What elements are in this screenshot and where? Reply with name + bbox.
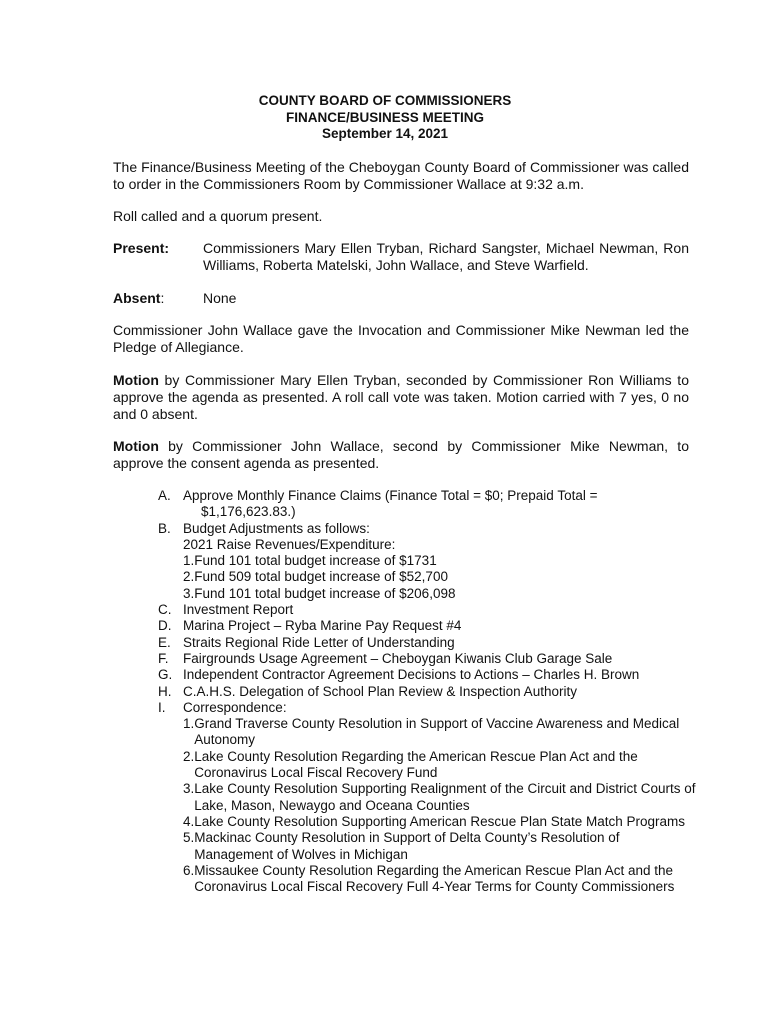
sub-item-text: Lake County Resolution Supporting Realignment of the Circuit and District Courts of Lake, Mason, Newaygo and Oceana Counties xyxy=(194,781,696,813)
sub-item-text: Missaukee County Resolution Regarding the American Rescue Plan Act and the Coronavirus Local Fiscal Recovery Full 4-Year Terms for County Commissioners xyxy=(194,862,675,895)
item-text: Marina Project – Ryba Marine Pay Request #4 xyxy=(183,618,462,634)
sub-item-number: 3. xyxy=(183,781,195,797)
item-letter: I. xyxy=(158,699,166,715)
item-text: C.A.H.S. Delegation of School Plan Review & Inspection Authority xyxy=(183,683,577,699)
item-letter: H. xyxy=(158,683,172,699)
sub-item-number: 2. xyxy=(183,569,195,585)
sub-item-number: 2. xyxy=(183,748,195,764)
list-item xyxy=(158,521,698,602)
sub-item-number: 1. xyxy=(183,716,195,732)
item-text: Budget Adjustments as follows: xyxy=(183,520,370,536)
sub-item-text: Mackinac County Resolution in Support of Delta County’s Resolution of Management of Wolves in Michigan xyxy=(194,830,620,862)
header-date: September 14, 2021 xyxy=(321,126,449,141)
motion-keyword: Motion xyxy=(113,438,159,454)
list-item xyxy=(158,488,698,521)
sub-item-text: Fund 101 total budget increase of $206,098 xyxy=(194,585,456,601)
item-letter: F. xyxy=(158,650,169,666)
sub-item-text: Fund 509 total budget increase of $52,700 xyxy=(194,569,448,585)
list-item xyxy=(158,667,698,683)
sub-list-item xyxy=(183,814,698,830)
item-text: Approve Monthly Finance Claims (Finance Total = $0; Prepaid Total = xyxy=(183,488,598,503)
invocation-paragraph: Commissioner John Wallace gave the Invocation and Commissioner Mike Newman led the Pledge of Allegiance. xyxy=(113,322,689,355)
sub-item-text: Fund 101 total budget increase of $1731 xyxy=(194,553,437,569)
item-letter: D. xyxy=(158,618,172,634)
item-text: Investment Report xyxy=(183,602,294,618)
sub-list-item xyxy=(183,863,698,896)
item-text-continued: $1,176,623.83.) xyxy=(201,504,296,520)
item-letter: G. xyxy=(158,667,173,683)
sub-item-text: Grand Traverse County Resolution in Support of Vaccine Awareness and Medical Autonomy xyxy=(194,716,680,748)
sub-item-number: 6. xyxy=(183,862,195,878)
sub-list-item xyxy=(183,553,698,569)
motion-consent-text: by Commissioner John Wallace, second by Commissioner Mike Newman, to approve the consent agenda as presented. xyxy=(113,438,689,471)
list-item xyxy=(158,618,698,634)
sub-item-number: 4. xyxy=(183,813,195,829)
list-item xyxy=(158,635,698,651)
sub-list-item xyxy=(183,716,698,749)
sub-list-item xyxy=(183,830,698,863)
item-letter: E. xyxy=(158,634,171,650)
motion-consent-paragraph xyxy=(113,438,689,472)
sub-item-text: Lake County Resolution Supporting American Rescue Plan State Match Programs xyxy=(194,813,686,829)
header-title: COUNTY BOARD OF COMMISSIONERS xyxy=(258,93,512,108)
sub-item-number: 5. xyxy=(183,830,195,846)
item-letter: C. xyxy=(158,602,172,618)
motion-keyword: Motion xyxy=(113,372,159,388)
sub-list-item xyxy=(183,586,698,602)
item-text: Correspondence: xyxy=(183,699,287,715)
absent-label-word: Absent xyxy=(113,290,161,306)
item-text: Fairgrounds Usage Agreement – Cheboygan Kiwanis Club Garage Sale xyxy=(183,650,613,666)
sub-heading: 2021 Raise Revenues/Expenditure: xyxy=(183,536,396,552)
sub-item-number: 1. xyxy=(183,553,195,569)
consent-agenda-list xyxy=(158,488,698,895)
item-letter: A. xyxy=(158,488,171,503)
absent-text: None xyxy=(203,290,237,306)
present-label: Present: xyxy=(113,240,170,256)
roll-call-paragraph: Roll called and a quorum present. xyxy=(113,208,323,224)
list-item xyxy=(158,602,698,618)
item-text: Straits Regional Ride Letter of Understanding xyxy=(183,634,455,650)
motion-agenda-text: by Commissioner Mary Ellen Tryban, seconded by Commissioner Ron Williams to approve the agenda as presented. A roll call vote was taken. Motion carried with 7 yes, 0 no and 0 absent. xyxy=(113,372,689,422)
sub-item-text: Lake County Resolution Regarding the American Rescue Plan Act and the Coronavirus Local Fiscal Recovery Fund xyxy=(194,748,638,781)
item-letter: B. xyxy=(158,520,171,536)
motion-agenda-paragraph xyxy=(113,372,689,423)
absent-label xyxy=(113,290,164,307)
item-text: Independent Contractor Agreement Decisions to Actions – Charles H. Brown xyxy=(183,667,640,683)
sub-list-item xyxy=(183,569,698,585)
header-subtitle: FINANCE/BUSINESS MEETING xyxy=(285,109,485,125)
absent-label-colon: : xyxy=(160,290,165,306)
sub-list-item xyxy=(183,749,698,782)
list-item xyxy=(158,684,698,700)
present-text: Commissioners Mary Ellen Tryban, Richard Sangster, Michael Newman, Ron Williams, Roberta Matelski, John Wallace, and Steve Warfield. xyxy=(203,240,689,273)
intro-paragraph: The Finance/Business Meeting of the Cheboygan County Board of Commissioner was called to order in the Commissioners Room by Commissioner Wallace at 9:32 a.m. xyxy=(113,159,689,192)
document-header xyxy=(0,93,770,143)
list-item xyxy=(158,700,698,896)
list-item xyxy=(158,651,698,667)
sub-list-item xyxy=(183,781,698,814)
sub-item-number: 3. xyxy=(183,585,195,601)
